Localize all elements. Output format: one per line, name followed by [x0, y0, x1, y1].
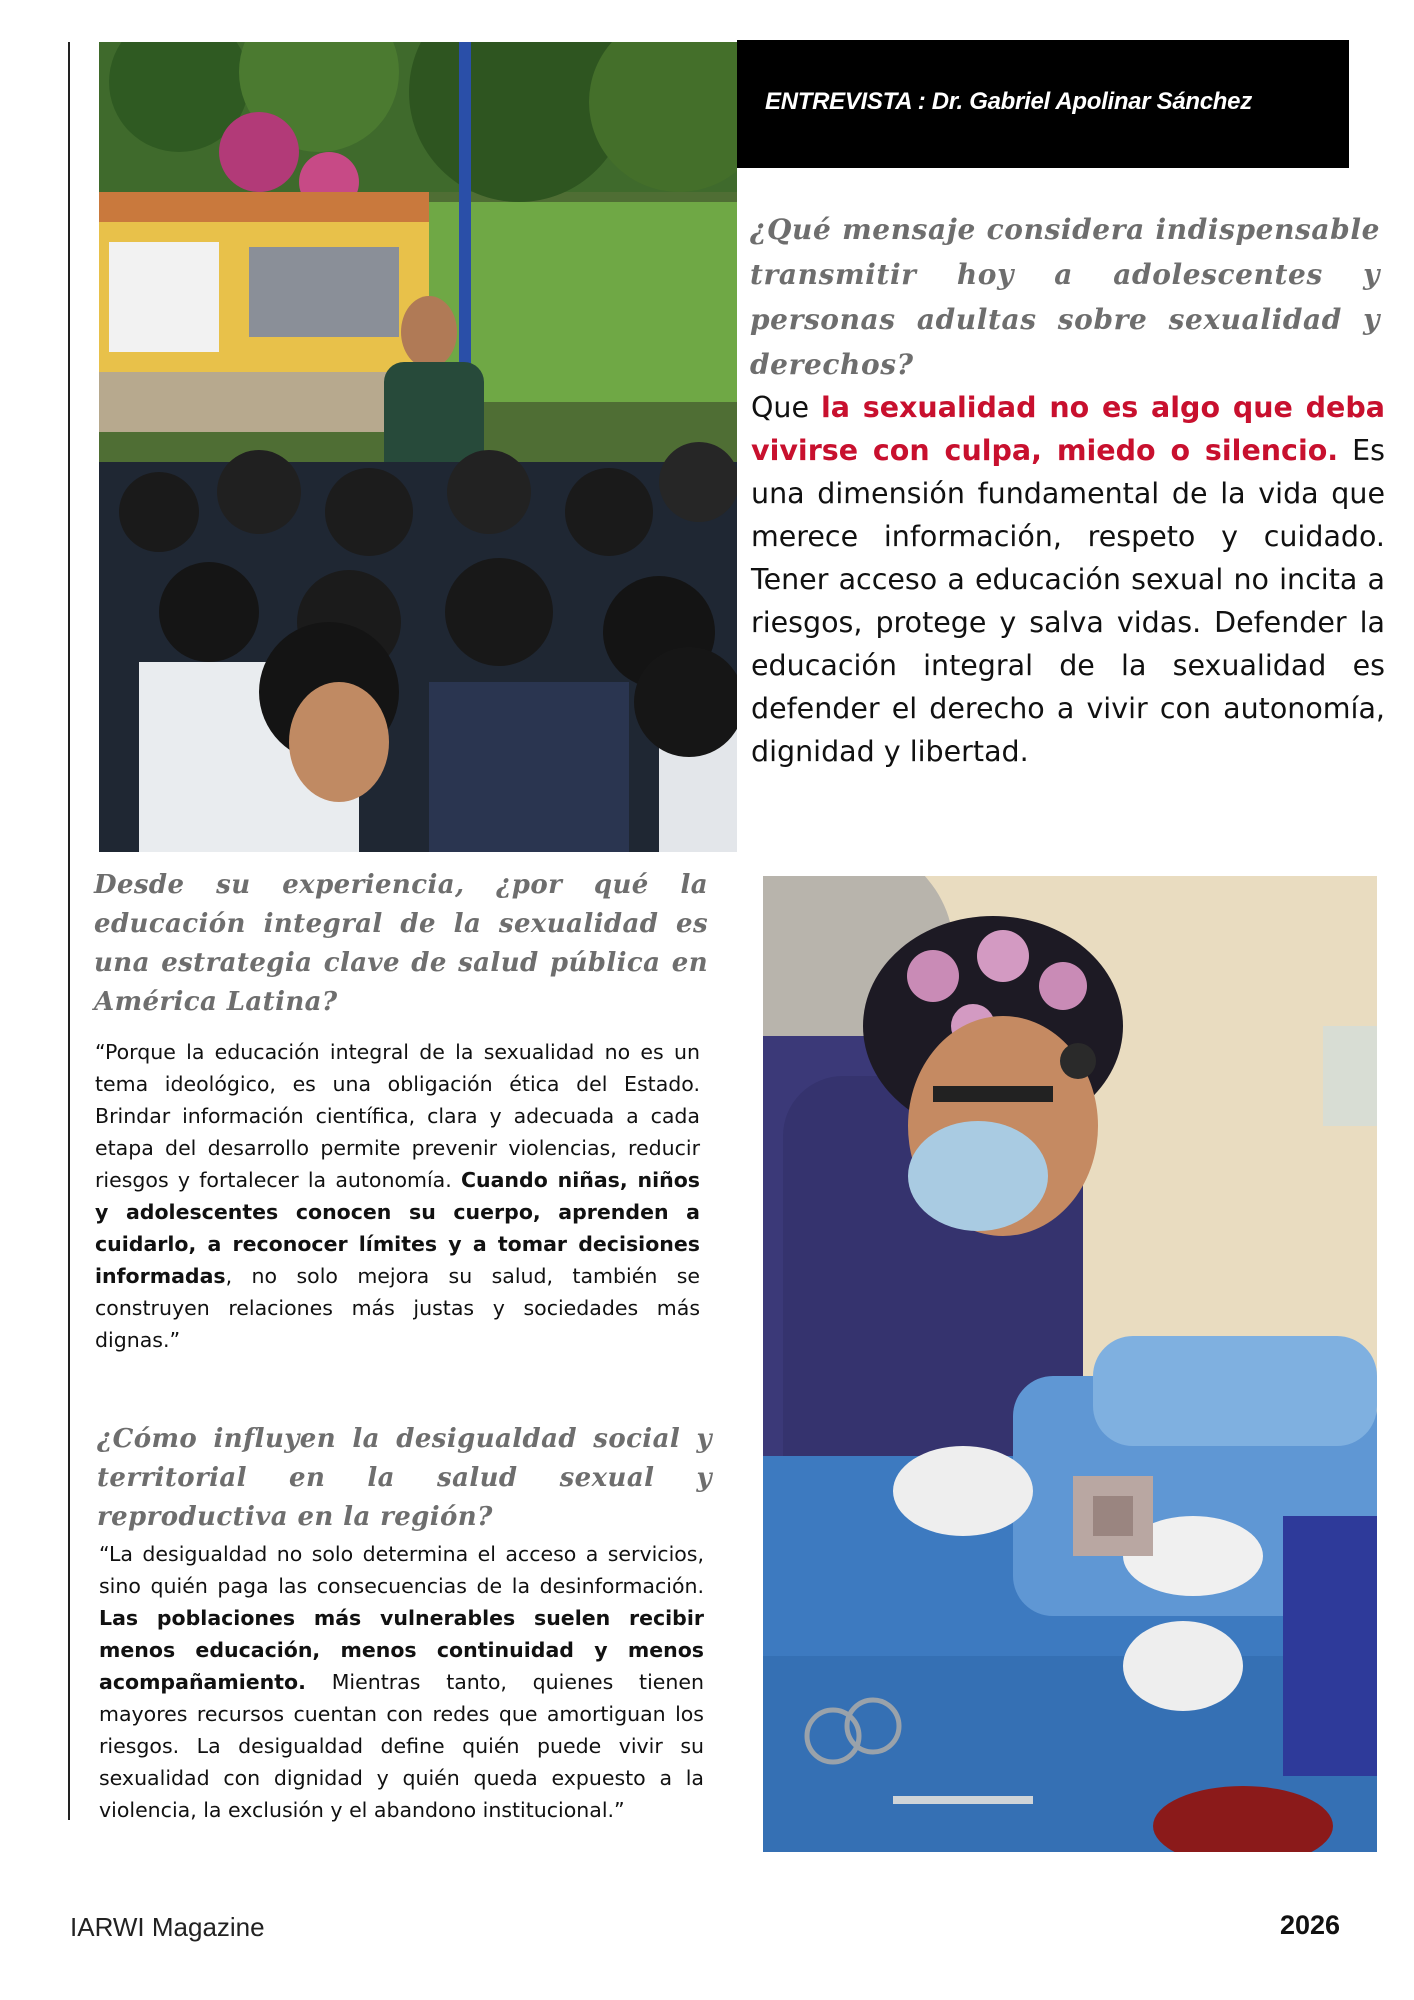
- answer-1-rest: Es una dimensión fundamental de la vida que merece información, respeto y cuidado. Tener acceso a educación sexual no incita a riesgos, protege y salva vidas. Defender la educación integral de la sexualidad es defender el derecho a vivir con autonomía, dignidad y libertad.: [751, 434, 1386, 768]
- answer-2: [95, 1036, 700, 1356]
- answer-3: [99, 1538, 704, 1826]
- answer-1-highlight: la sexualidad no es algo que deba vivirse con culpa, miedo o silencio.: [751, 391, 1385, 467]
- question-3: ¿Cómo influyen la desigualdad social y territorial en la salud sexual y reproductiva en la región?: [97, 1424, 712, 1532]
- interview-banner: [737, 40, 1349, 168]
- answer-3-end: Mientras tanto, quienes tienen mayores recursos cuentan con redes que amortiguan los riesgos. La desigualdad define quién puede vivir su sexualidad con dignidad y quién queda expuesto a la violencia, la exclusión y el abandono institucional.”: [99, 1670, 704, 1822]
- photo-surgery: [763, 876, 1377, 1852]
- question-1: ¿Qué mensaje considera indispensable transmitir hoy a adolescentes y personas adultas sobre sexualidad y derechos?: [750, 213, 1380, 381]
- answer-2-start: “Porque la educación integral de la sexualidad no es un tema ideológico, es una obligación ética del Estado. Brindar información científica, clara y adecuada a cada etapa del desarrollo permite prevenir violencias, reducir riesgos y fortalecer la autonomía.: [95, 1040, 700, 1192]
- answer-3-bold: Las poblaciones más vulnerables suelen recibir menos educación, menos continuidad y menos acompañamiento.: [99, 1606, 704, 1694]
- answer-1-prefix: Que: [751, 391, 821, 424]
- answer-2-bold: Cuando niñas, niños y adolescentes conocen su cuerpo, aprenden a cuidarlo, a reconocer límites y a tomar decisiones informadas: [95, 1168, 700, 1288]
- banner-title: ENTREVISTA : Dr. Gabriel Apolinar Sánchez: [765, 88, 1252, 115]
- photo-talk-students: [99, 42, 737, 852]
- footer-magazine: IARWI Magazine: [70, 1912, 265, 1942]
- footer-year: 2026: [1280, 1910, 1341, 1940]
- margin-rule: [68, 42, 70, 1820]
- answer-1: [751, 386, 1385, 773]
- answer-3-start: “La desigualdad no solo determina el acceso a servicios, sino quién paga las consecuencias de la desinformación.: [99, 1542, 704, 1598]
- answer-2-end: , no solo mejora su salud, también se construyen relaciones más justas y sociedades más dignas.”: [95, 1264, 700, 1352]
- question-2: Desde su experiencia, ¿por qué la educación integral de la sexualidad es una estrategia clave de salud pública en América Latina?: [94, 870, 708, 1017]
